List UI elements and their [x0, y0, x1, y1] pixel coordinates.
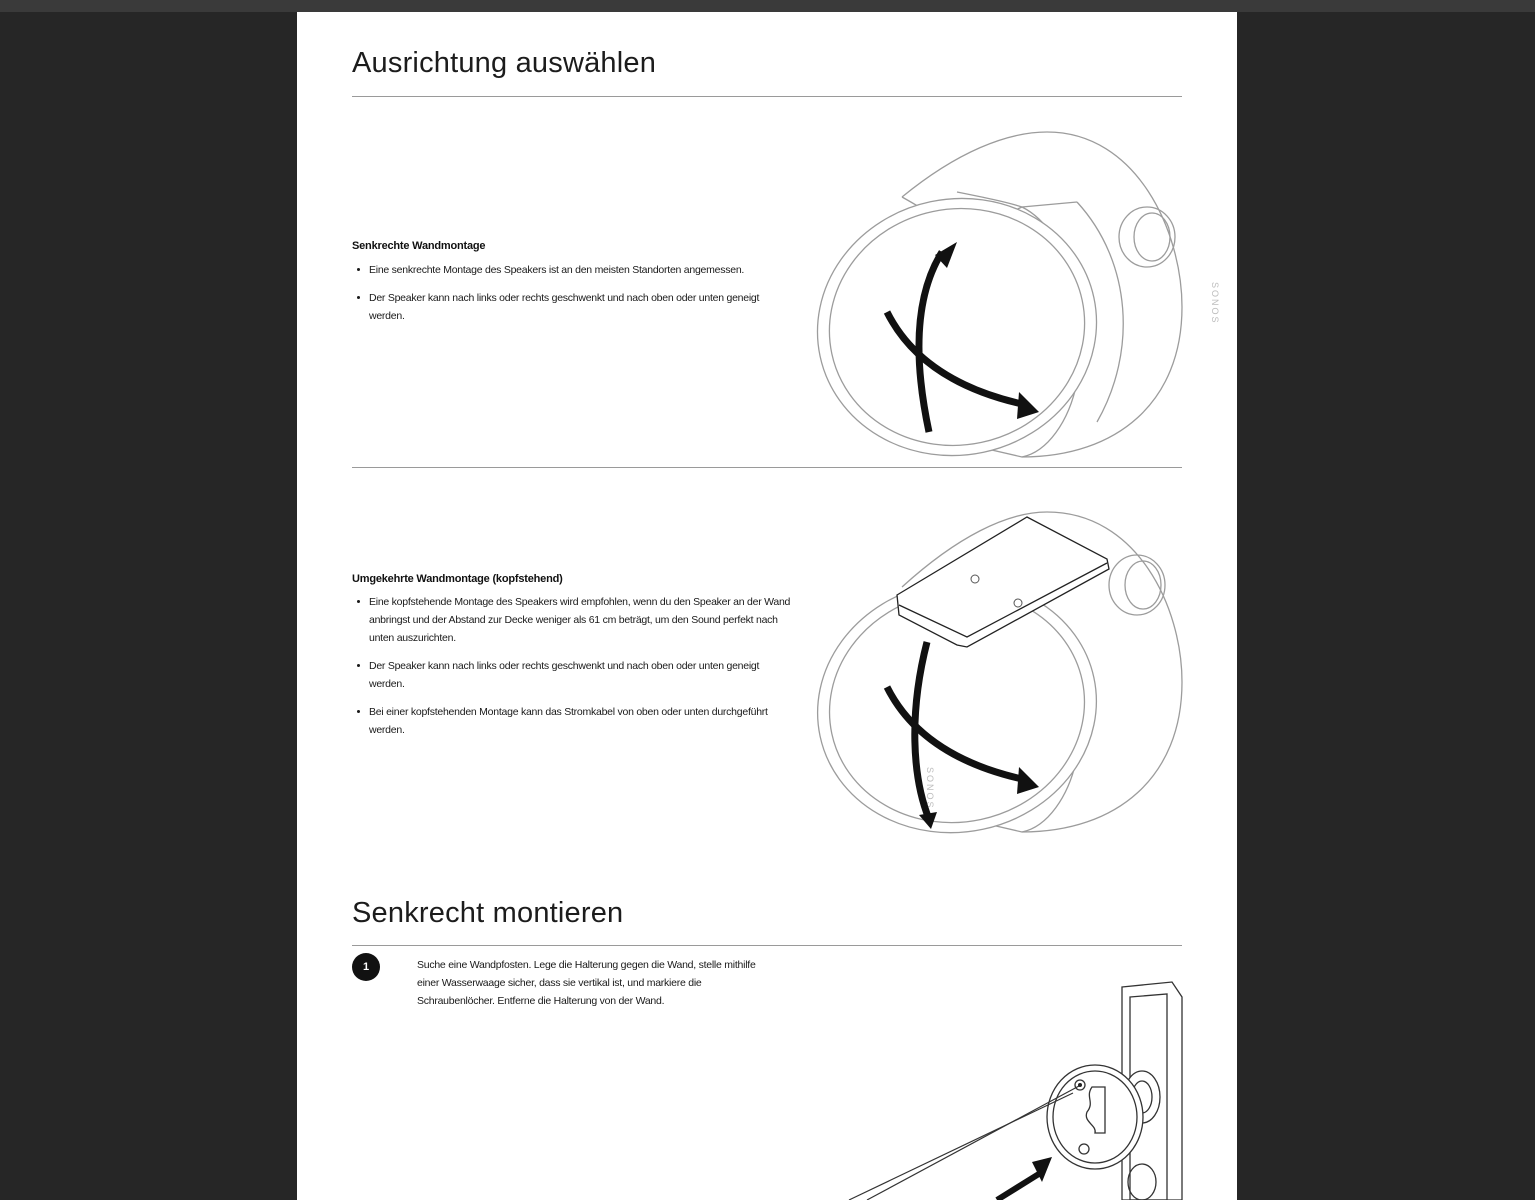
- sonos-logo: SONOS: [925, 767, 935, 810]
- document-page: [297, 12, 1237, 1200]
- vertical-mount-heading: Senkrechte Wandmontage: [352, 240, 486, 252]
- inverted-mount-heading: Umgekehrte Wandmontage (kopfstehend): [352, 573, 563, 585]
- inverted-mount-illustration: [807, 497, 1187, 847]
- sonos-logo: SONOS: [1210, 282, 1220, 325]
- section-title-mount-vertical: Senkrecht montieren: [352, 897, 624, 929]
- direction-arrow-path: [997, 1172, 1042, 1200]
- list-item: Eine kopfstehende Montage des Speakers wird empfohlen, wenn du den Speaker an der Wand anbringst und der Abstand zur Decke weniger als 61 cm beträgt, um den Sound perfekt nach unten auszurichten.: [352, 593, 792, 647]
- list-item: Bei einer kopfstehenden Montage kann das Stromkabel von oben oder unten durchgeführt werden.: [352, 703, 792, 739]
- list-item: Eine senkrechte Montage des Speakers ist an den meisten Standorten angemessen.: [352, 261, 792, 279]
- title-rule: [352, 945, 1182, 946]
- viewer-top-bar: [0, 0, 1535, 12]
- list-item: Der Speaker kann nach links oder rechts geschwenkt und nach oben oder unten geneigt werden.: [352, 289, 792, 325]
- section-divider: [352, 467, 1182, 468]
- inverted-mount-bullets: [352, 593, 792, 749]
- step-number-badge: 1: [352, 953, 380, 981]
- section-title-orientation: Ausrichtung auswählen: [352, 47, 657, 79]
- list-item: Der Speaker kann nach links oder rechts geschwenkt und nach oben oder unten geneigt werden.: [352, 657, 792, 693]
- vertical-mount-illustration: [807, 122, 1220, 472]
- step-instruction: Suche eine Wandpfosten. Lege die Halterung gegen die Wand, stelle mithilfe einer Wasserwaage sicher, dass sie vertikal ist, und markiere die Schraubenlöcher. Entferne die Halterung von der Wand.: [417, 959, 756, 1007]
- bracket-level-illustration: [837, 977, 1197, 1200]
- title-rule: [352, 96, 1182, 97]
- vertical-mount-bullets: [352, 261, 792, 335]
